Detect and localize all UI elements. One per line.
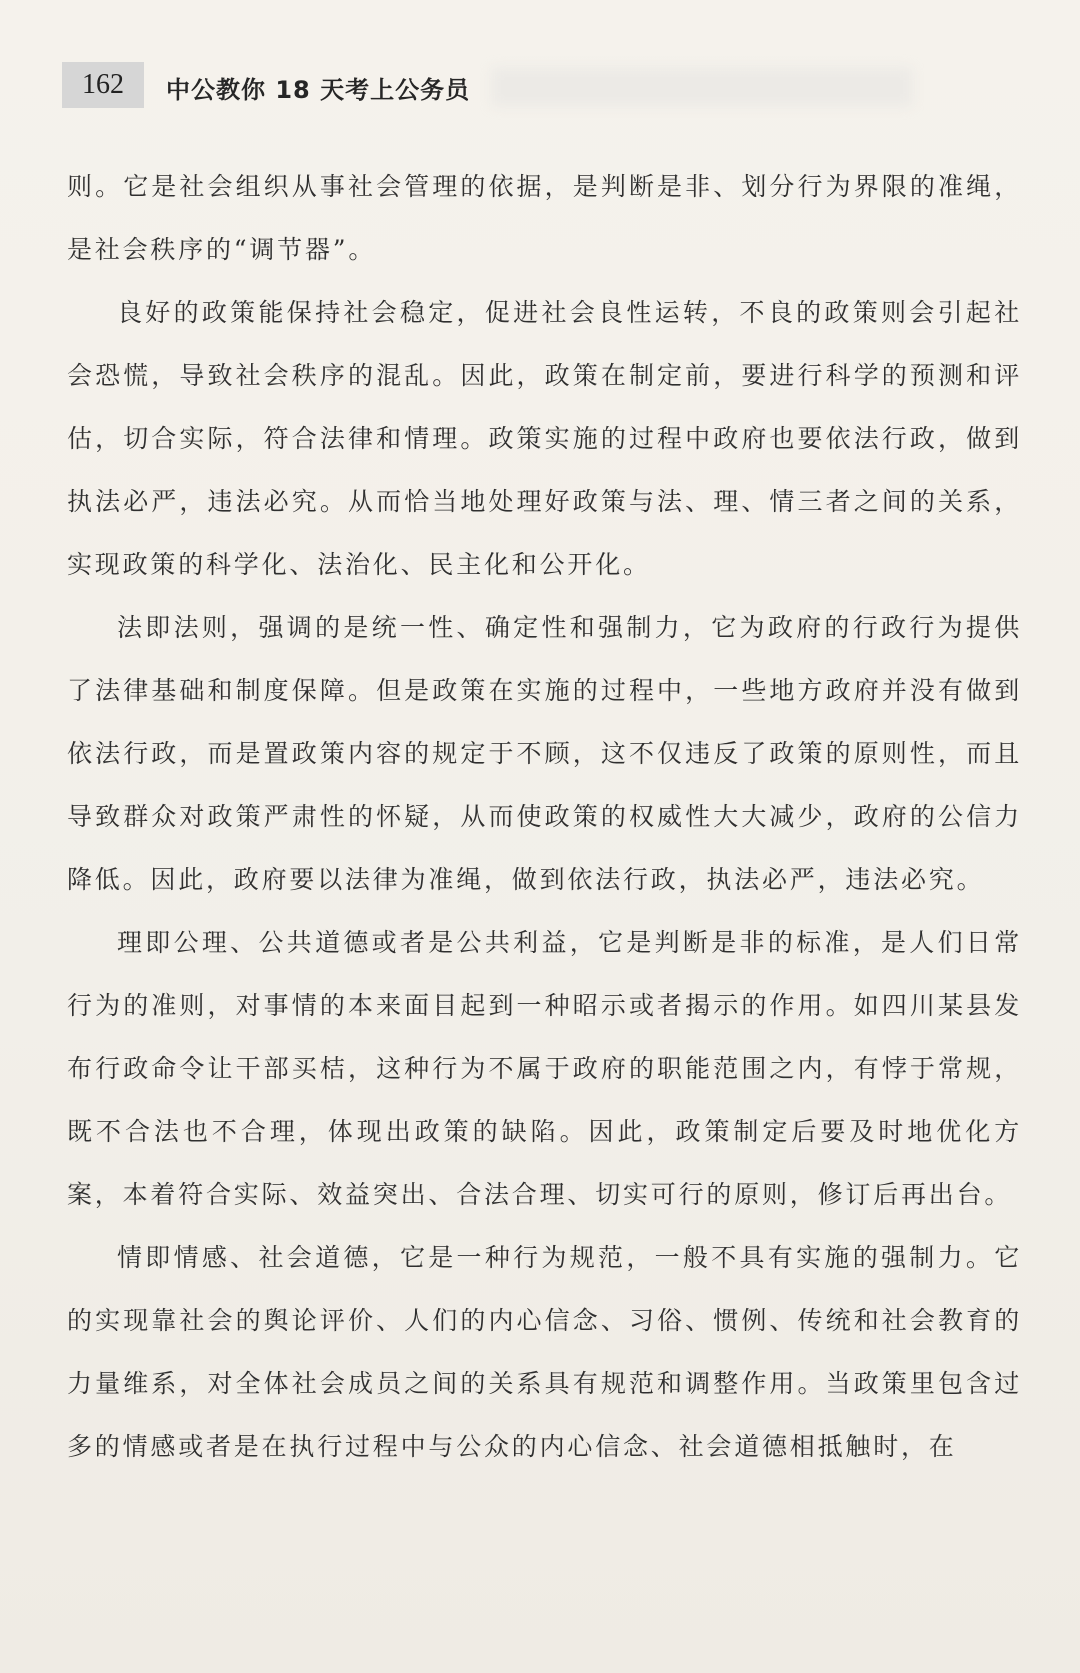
page-number: 162 [82,69,124,100]
body-text [67,155,1022,1478]
paragraph-reason: 理即公理、公共道德或者是公共利益，它是判断是非的标准，是人们日常行为的准则，对事情的本来面目起到一种昭示或者揭示的作用。如四川某县发布行政命令让干部买桔，这种行为不属于政府的职能范围之内，有悖于常规，既不合法也不合理，体现出政策的缺陷。因此，政策制定后要及时地优化方案，本着符合实际、效益突出、合法合理、切实可行的原则，修订后再出台。 [67,928,1022,1209]
page-number-box [62,62,144,108]
paragraph-continued: 则。它是社会组织从事社会管理的依据，是判断是非、划分行为界限的准绳，是社会秩序的“调节器”。 [67,172,1022,264]
paragraph-law: 法即法则，强调的是统一性、确定性和强制力，它为政府的行政行为提供了法律基础和制度保障。但是政策在实施的过程中，一些地方政府并没有做到依法行政，而是置政策内容的规定于不顾，这不仅违反了政策的原则性，而且导致群众对政策严肃性的怀疑，从而使政策的权威性大大减少，政府的公信力降低。因此，政府要以法律为准绳，做到依法行政，执法必严，违法必究。 [67,613,1022,894]
paragraph-policy: 良好的政策能保持社会稳定，促进社会良性运转，不良的政策则会引起社会恐慌，导致社会秩序的混乱。因此，政策在制定前，要进行科学的预测和评估，切合实际，符合法律和情理。政策实施的过程中政府也要依法行政，做到执法必严，违法必究。从而恰当地处理好政策与法、理、情三者之间的关系，实现政策的科学化、法治化、民主化和公开化。 [67,298,1022,579]
page-header [62,62,1042,110]
header-shadow [492,68,912,106]
paragraph-emotion: 情即情感、社会道德，它是一种行为规范，一般不具有实施的强制力。它的实现靠社会的舆论评价、人们的内心信念、习俗、惯例、传统和社会教育的力量维系，对全体社会成员之间的关系具有规范和调整作用。当政策里包含过多的情感或者是在执行过程中与公众的内心信念、社会道德相抵触时，在 [67,1243,1022,1461]
running-title: 中公教你 18 天考上公务员 [166,76,471,104]
